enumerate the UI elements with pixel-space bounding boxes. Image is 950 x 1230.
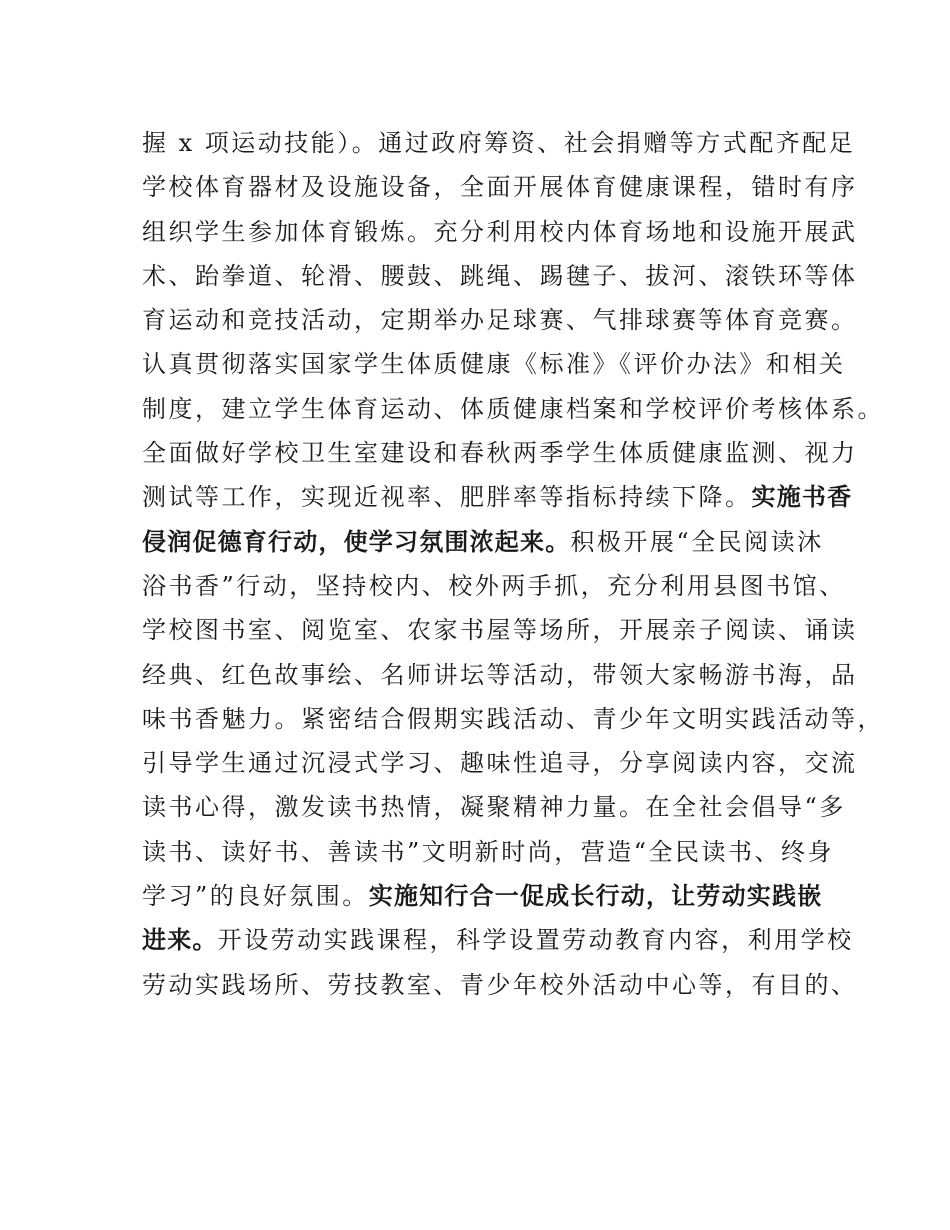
text-line [142, 963, 858, 1007]
text-segment: 认真贯彻落实国家学生体质健康《标准》《评价办法》和相关 [142, 350, 846, 379]
text-line [142, 387, 884, 431]
text-segment: 经典、红色故事绘、名师讲坛等活动，带领大家畅游书海，品 [142, 660, 858, 689]
text-segment: 劳动实践场所、劳技教室、青少年校外活动中心等，有目的、 [142, 970, 858, 999]
text-line [142, 697, 884, 741]
text-line [142, 653, 858, 697]
text-segment: 味书香魅力。紧密结合假期实践活动、青少年文明实践活动等， [142, 704, 884, 733]
text-line [142, 210, 858, 254]
bold-heading-segment: 侵润促德育行动，使学习氛围浓起来。 [142, 527, 571, 556]
text-line [142, 475, 853, 519]
text-segment: 全面做好学校卫生室建设和春秋两季学生体质健康监测、视力 [142, 439, 858, 468]
text-line [142, 298, 858, 342]
text-line [142, 121, 856, 165]
text-segment: 引导学生通过沉浸式学习、趣味性追寻，分享阅读内容，交流 [142, 749, 858, 778]
text-line [142, 741, 858, 785]
text-segment: 读书心得，激发读书热情，凝聚精神力量。在全社会倡导“多 [142, 793, 846, 822]
text-segment: 学习”的良好氛围。 [142, 882, 369, 911]
text-line [142, 564, 846, 608]
text-line [142, 918, 854, 962]
text-segment: 读书、读好书、善读书”文明新时尚，营造“全民读书、终身 [142, 837, 835, 866]
body-text [142, 121, 884, 1007]
text-segment: 握 x 项运动技能）。通过政府筹资、社会捐赠等方式配齐配足 [142, 129, 856, 157]
text-line [142, 520, 842, 564]
text-segment: 学校体育器材及设施设备，全面开展体育健康课程，错时有序 [142, 173, 858, 202]
text-line [142, 165, 858, 209]
text-line [142, 608, 858, 652]
text-line [142, 830, 842, 874]
bold-heading-segment: 实施知行合一促成长行动，让劳动实践嵌 [368, 882, 823, 911]
bold-heading-segment: 实施书香 [751, 483, 853, 512]
text-segment: 术、跆拳道、轮滑、腰鼓、跳绳、踢毽子、拔河、滚铁环等体 [142, 261, 858, 290]
text-segment: 组织学生参加体育锻炼。充分利用校内体育场地和设施开展武 [142, 217, 858, 246]
text-segment: 制度，建立学生体育运动、体质健康档案和学校评价考核体系。 [142, 394, 884, 423]
text-line [142, 254, 858, 298]
text-line [142, 342, 846, 386]
text-line [142, 431, 858, 475]
text-line [142, 785, 846, 829]
bold-heading-segment: 进来。 [142, 926, 218, 955]
text-segment: 学校图书室、阅览室、农家书屋等场所，开展亲子阅读、诵读 [142, 616, 858, 645]
text-segment: 开设劳动实践课程，科学设置劳动教育内容，利用学校 [217, 926, 854, 955]
text-line [142, 874, 842, 918]
text-segment: 积极开展“全民阅读沐 [570, 527, 824, 556]
text-segment: 浴书香”行动，坚持校内、校外两手抓，充分利用县图书馆、 [142, 571, 846, 600]
text-segment: 育运动和竞技活动，定期举办足球赛、气排球赛等体育竞赛。 [142, 306, 858, 335]
text-segment: 测试等工作，实现近视率、肥胖率等指标持续下降。 [142, 483, 752, 512]
